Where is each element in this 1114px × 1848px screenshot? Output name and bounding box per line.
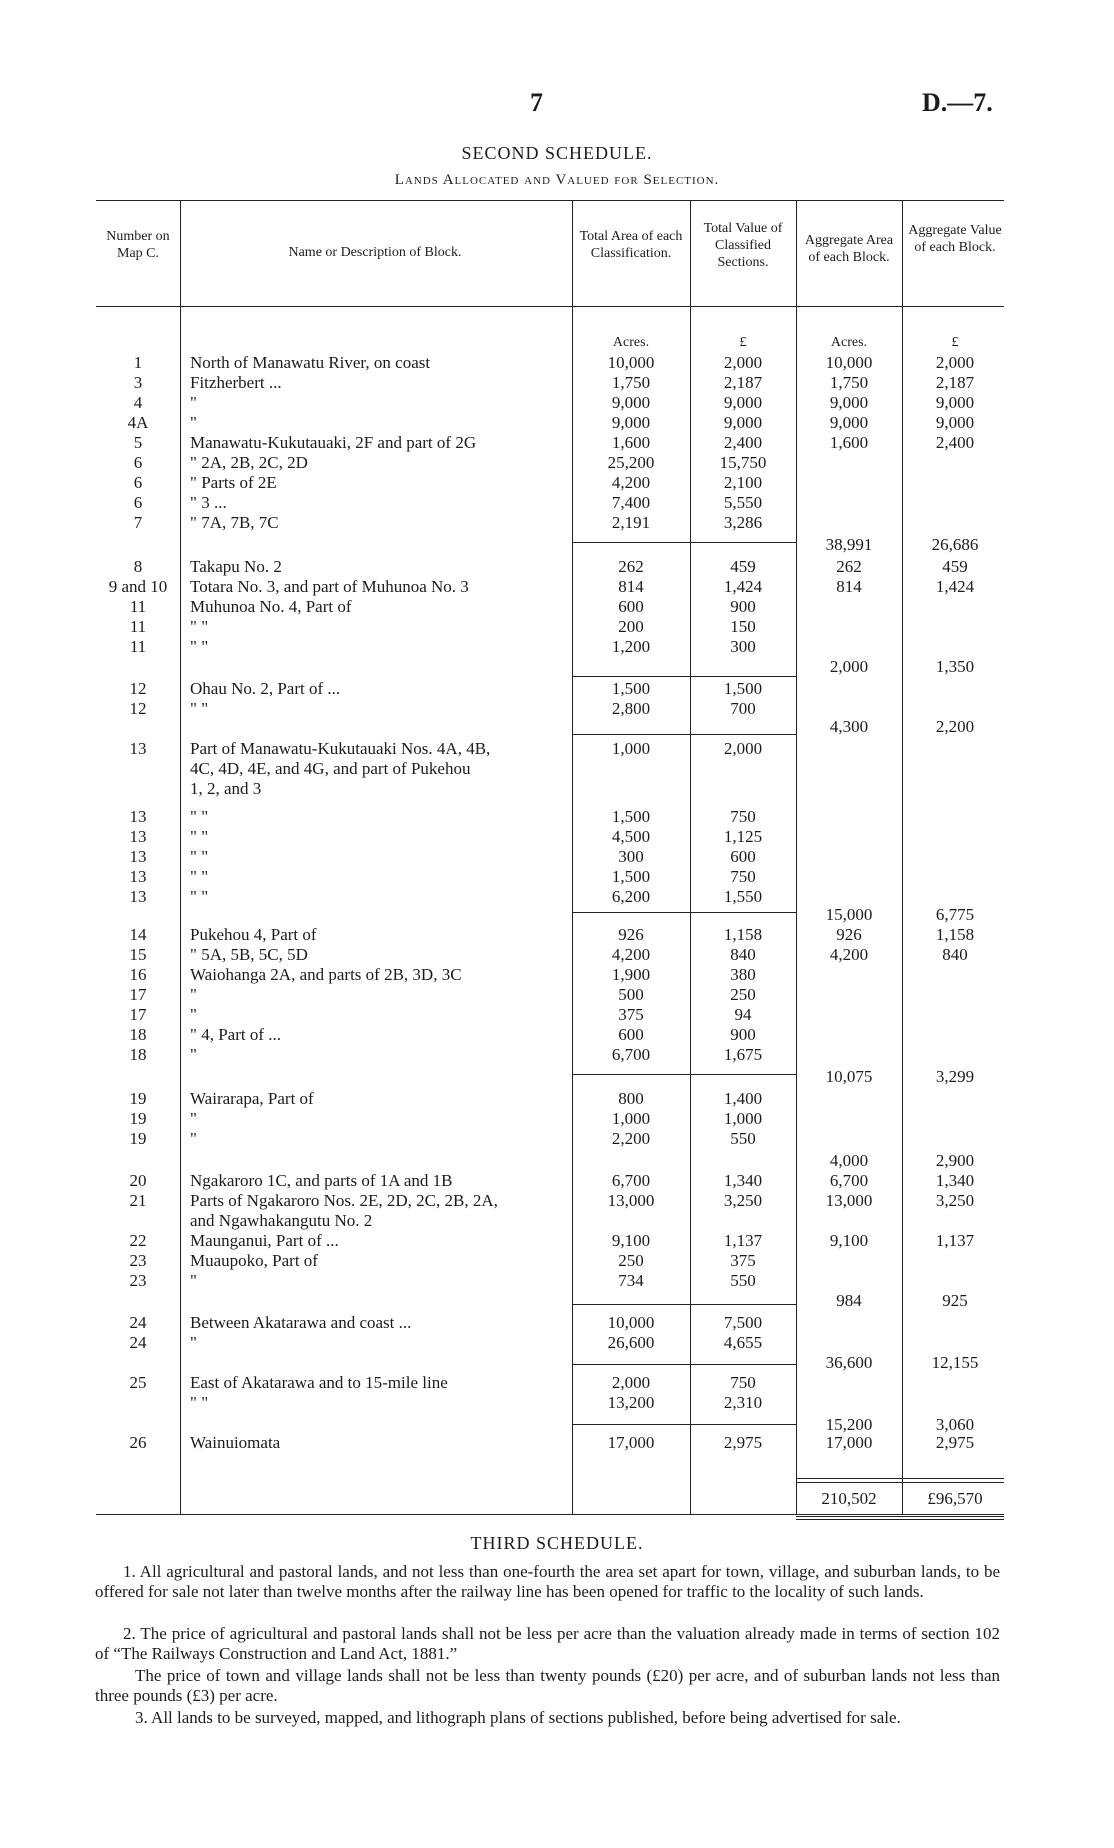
aggregate-area-cell: 17,000 — [825, 1433, 873, 1452]
subtotal-value: 6,775 — [935, 905, 975, 924]
row-number: 15 — [129, 945, 147, 964]
total-double-rule — [796, 1519, 1004, 1520]
total-value-cell: 1,500 — [723, 679, 763, 698]
header-aggregate-area: Aggregate Area of each Block. — [804, 233, 894, 265]
row-number: 16 — [129, 965, 147, 984]
total-value-cell: 3,286 — [723, 513, 763, 532]
total-value-cell: 15,750 — [719, 453, 767, 472]
total-value-cell: 2,000 — [723, 739, 763, 758]
block-description: " — [190, 393, 197, 412]
total-rule — [796, 1482, 1004, 1483]
table-row — [0, 778, 1114, 799]
total-area-cell: 7,400 — [611, 493, 651, 512]
total-value-cell: 150 — [730, 617, 756, 636]
unit-acres: Acres. — [830, 335, 868, 350]
block-description: " " — [190, 1393, 209, 1412]
total-value-cell: 380 — [730, 965, 756, 984]
unit-pounds: £ — [951, 335, 959, 350]
total-value-cell: 2,310 — [723, 1393, 763, 1412]
row-number: 8 — [133, 557, 143, 576]
table-row — [0, 1170, 1114, 1191]
table-row — [0, 826, 1114, 847]
subtotal-row — [0, 1414, 1114, 1435]
total-area-cell: 300 — [618, 847, 644, 866]
row-number: 19 — [129, 1089, 147, 1108]
subtotal-value: 2,900 — [935, 1151, 975, 1170]
block-description: Ohau No. 2, Part of ... — [190, 679, 341, 698]
subtotal-value: 2,200 — [935, 717, 975, 736]
aggregate-area-cell: 814 — [836, 577, 862, 596]
total-area-cell: 17,000 — [607, 1433, 655, 1452]
block-description: " " — [190, 827, 209, 846]
total-area-cell: 600 — [618, 597, 644, 616]
table-row — [0, 512, 1114, 533]
table-row — [0, 1108, 1114, 1129]
subtotal-row — [0, 534, 1114, 555]
subtotal-row — [0, 1066, 1114, 1087]
table-row — [0, 678, 1114, 699]
row-number: 22 — [129, 1231, 147, 1250]
aggregate-value-cell: 1,424 — [935, 577, 975, 596]
subtotal-area: 15,000 — [825, 905, 873, 924]
row-number: 19 — [129, 1109, 147, 1128]
subtotal-value: 925 — [942, 1291, 968, 1310]
total-value-cell: 4,655 — [723, 1333, 763, 1352]
aggregate-value-cell: 1,137 — [935, 1231, 975, 1250]
table-row — [0, 1230, 1114, 1251]
block-description: " — [190, 985, 197, 1004]
block-description: " — [190, 413, 197, 432]
total-value-cell: 375 — [730, 1251, 756, 1270]
table-row — [0, 1392, 1114, 1413]
row-number: 23 — [129, 1271, 147, 1290]
row-number: 11 — [129, 597, 147, 616]
table-row — [0, 1432, 1114, 1453]
row-number: 24 — [129, 1333, 147, 1352]
total-double-rule — [796, 1516, 1004, 1517]
total-area-cell: 13,200 — [607, 1393, 655, 1412]
table-row — [0, 1004, 1114, 1025]
table-row — [0, 738, 1114, 759]
total-area-cell: 2,000 — [611, 1373, 651, 1392]
block-description: Pukehou 4, Part of — [190, 925, 317, 944]
aggregate-area-cell: 10,000 — [825, 353, 873, 372]
total-area-cell: 1,900 — [611, 965, 651, 984]
table-row — [0, 372, 1114, 393]
grand-total-row — [0, 1488, 1114, 1509]
aggregate-area-cell: 1,750 — [829, 373, 869, 392]
aggregate-area-cell: 9,100 — [829, 1231, 869, 1250]
subtotal-row — [0, 1352, 1114, 1373]
row-number: 4 — [133, 393, 143, 412]
total-area-cell: 9,100 — [611, 1231, 651, 1250]
subtotal-area: 984 — [836, 1291, 862, 1310]
block-description: " " — [190, 637, 209, 656]
header-name: Name or Description of Block. — [288, 245, 462, 260]
table-row — [0, 1372, 1114, 1393]
table-top-rule — [96, 200, 1004, 201]
block-description: Part of Manawatu-Kukutauaki Nos. 4A, 4B, — [190, 739, 491, 758]
table-row — [0, 1270, 1114, 1291]
third-schedule-para-4: 3. All lands to be surveyed, mapped, and lithograph plans of sections published, before being advertised for sale. — [135, 1708, 901, 1727]
block-description: " — [190, 1333, 197, 1352]
subtotal-area: 36,600 — [825, 1353, 873, 1372]
subtotal-value: 12,155 — [931, 1353, 979, 1372]
table-row — [0, 924, 1114, 945]
total-area-cell: 375 — [618, 1005, 644, 1024]
table-row — [0, 1190, 1114, 1211]
row-number: 17 — [129, 1005, 147, 1024]
table-row — [0, 432, 1114, 453]
table-row — [0, 556, 1114, 577]
total-value-cell: 1,137 — [723, 1231, 763, 1250]
block-description: Wairarapa, Part of — [190, 1089, 314, 1108]
block-description: Waiohanga 2A, and parts of 2B, 3D, 3C — [190, 965, 462, 984]
row-number: 23 — [129, 1251, 147, 1270]
grand-total-value: £96,570 — [927, 1489, 983, 1508]
total-area-cell: 600 — [618, 1025, 644, 1044]
row-number: 13 — [129, 807, 147, 826]
aggregate-value-cell: 2,187 — [935, 373, 975, 392]
total-value-cell: 750 — [730, 807, 756, 826]
aggregate-value-cell: 2,400 — [935, 433, 975, 452]
total-value-cell: 7,500 — [723, 1313, 763, 1332]
total-value-cell: 600 — [730, 847, 756, 866]
total-value-cell: 2,400 — [723, 433, 763, 452]
aggregate-value-cell: 3,250 — [935, 1191, 975, 1210]
block-description: Wainuiomata — [190, 1433, 281, 1452]
total-value-cell: 2,100 — [723, 473, 763, 492]
total-area-cell: 1,000 — [611, 739, 651, 758]
table-row — [0, 1044, 1114, 1065]
row-number: 5 — [133, 433, 143, 452]
total-area-cell: 9,000 — [611, 413, 651, 432]
page-number: 7 — [530, 88, 543, 117]
aggregate-value-cell: 2,000 — [935, 353, 975, 372]
total-area-cell: 1,600 — [611, 433, 651, 452]
table-row — [0, 472, 1114, 493]
third-schedule-para-2: 2. The price of agricultural and pastoral lands shall not be less per acre than the valuation already made in terms of section 102 of “The Railways Construction and Land Act, 1881.” — [95, 1624, 1000, 1663]
block-description: Parts of Ngakaroro Nos. 2E, 2D, 2C, 2B, 2A, — [190, 1191, 498, 1210]
table-row — [0, 596, 1114, 617]
subtotal-area: 15,200 — [825, 1415, 873, 1434]
row-number: 17 — [129, 985, 147, 1004]
aggregate-value-cell: 1,158 — [935, 925, 975, 944]
aggregate-value-cell: 2,975 — [935, 1433, 975, 1452]
total-value-cell: 900 — [730, 597, 756, 616]
row-number: 25 — [129, 1373, 147, 1392]
block-description: " " — [190, 807, 209, 826]
row-number: 6 — [133, 473, 143, 492]
subtotal-value: 26,686 — [931, 535, 979, 554]
subtotal-row — [0, 1290, 1114, 1311]
block-description: " " — [190, 867, 209, 886]
row-number: 21 — [129, 1191, 147, 1210]
aggregate-area-cell: 926 — [836, 925, 862, 944]
table-row — [0, 636, 1114, 657]
table-row — [0, 576, 1114, 597]
total-value-cell: 2,187 — [723, 373, 763, 392]
table-row — [0, 984, 1114, 1005]
total-value-cell: 5,550 — [723, 493, 763, 512]
schedule-title: SECOND SCHEDULE. — [461, 143, 653, 163]
block-description: and Ngawhakangutu No. 2 — [190, 1211, 373, 1230]
total-value-cell: 840 — [730, 945, 756, 964]
total-value-cell: 1,000 — [723, 1109, 763, 1128]
table-row — [0, 1312, 1114, 1333]
total-value-cell: 700 — [730, 699, 756, 718]
third-schedule-para-1: 1. All agricultural and pastoral lands, and not less than one-fourth the area set apart for town, village, and suburban lands, to be offered for sale not later than twelve months after the railway line has been opened for traffic to the locality of such lands. — [95, 1562, 1000, 1601]
total-value-cell: 2,000 — [723, 353, 763, 372]
subtotal-area: 2,000 — [829, 657, 869, 676]
table-row — [0, 1128, 1114, 1149]
total-value-cell: 1,400 — [723, 1089, 763, 1108]
aggregate-value-cell: 840 — [942, 945, 968, 964]
total-area-cell: 13,000 — [607, 1191, 655, 1210]
block-description: " 5A, 5B, 5C, 5D — [190, 945, 308, 964]
grand-total-area: 210,502 — [821, 1489, 877, 1508]
row-number: 13 — [129, 739, 147, 758]
row-number: 11 — [129, 637, 147, 656]
table-bottom-rule — [96, 1514, 1004, 1515]
row-number: 4A — [127, 413, 149, 432]
total-area-cell: 814 — [618, 577, 644, 596]
row-number: 24 — [129, 1313, 147, 1332]
total-value-cell: 900 — [730, 1025, 756, 1044]
block-description: 4C, 4D, 4E, and 4G, and part of Pukehou — [190, 759, 471, 778]
block-description: " " — [190, 699, 209, 718]
block-description: Fitzherbert ... — [190, 373, 282, 392]
total-area-cell: 9,000 — [611, 393, 651, 412]
total-value-cell: 750 — [730, 1373, 756, 1392]
header-number: Number on Map C. — [106, 229, 170, 261]
row-number: 19 — [129, 1129, 147, 1148]
total-value-cell: 2,975 — [723, 1433, 763, 1452]
block-description: Ngakaroro 1C, and parts of 1A and 1B — [190, 1171, 453, 1190]
block-description: " — [190, 1045, 197, 1064]
row-number: 13 — [129, 887, 147, 906]
total-area-cell: 4,500 — [611, 827, 651, 846]
document-reference: D.—7. — [922, 88, 993, 117]
table-row — [0, 492, 1114, 513]
table-row — [0, 758, 1114, 779]
total-area-cell: 2,200 — [611, 1129, 651, 1148]
total-area-cell: 25,200 — [607, 453, 655, 472]
table-row — [0, 452, 1114, 473]
unit-acres: Acres. — [612, 335, 650, 350]
aggregate-value-cell: 9,000 — [935, 413, 975, 432]
aggregate-area-cell: 262 — [836, 557, 862, 576]
table-row — [0, 846, 1114, 867]
total-area-cell: 800 — [618, 1089, 644, 1108]
header-aggregate-value: Aggregate Value of each Block. — [908, 223, 1002, 255]
table-row — [0, 964, 1114, 985]
total-area-cell: 6,700 — [611, 1171, 651, 1190]
row-number: 12 — [129, 679, 147, 698]
block-description: Between Akatarawa and coast ... — [190, 1313, 412, 1332]
total-area-cell: 10,000 — [607, 353, 655, 372]
aggregate-area-cell: 13,000 — [825, 1191, 873, 1210]
row-number: 11 — [129, 617, 147, 636]
subtotal-row — [0, 656, 1114, 677]
total-area-cell: 1,500 — [611, 807, 651, 826]
aggregate-area-cell: 9,000 — [829, 393, 869, 412]
total-value-cell: 1,125 — [723, 827, 763, 846]
block-description: Takapu No. 2 — [190, 557, 282, 576]
table-row — [0, 1250, 1114, 1271]
subtotal-rule — [796, 1478, 1004, 1479]
aggregate-area-cell: 6,700 — [829, 1171, 869, 1190]
row-number: 12 — [129, 699, 147, 718]
total-value-cell: 550 — [730, 1129, 756, 1148]
schedule-subtitle: Lands Allocated and Valued for Selection. — [394, 172, 720, 188]
total-area-cell: 734 — [618, 1271, 644, 1290]
aggregate-area-cell: 9,000 — [829, 413, 869, 432]
subtotal-row — [0, 1150, 1114, 1171]
total-area-cell: 1,000 — [611, 1109, 651, 1128]
total-area-cell: 4,200 — [611, 473, 651, 492]
subtotal-area: 4,300 — [829, 717, 869, 736]
block-description: " — [190, 1271, 197, 1290]
total-value-cell: 9,000 — [723, 393, 763, 412]
block-description: " — [190, 1109, 197, 1128]
block-description: Totara No. 3, and part of Muhunoa No. 3 — [190, 577, 469, 596]
block-description: " " — [190, 847, 209, 866]
total-area-cell: 2,191 — [611, 513, 651, 532]
block-description: Muhunoa No. 4, Part of — [190, 597, 352, 616]
table-row — [0, 352, 1114, 373]
aggregate-value-cell: 1,340 — [935, 1171, 975, 1190]
block-description: " 2A, 2B, 2C, 2D — [190, 453, 308, 472]
row-number: 26 — [129, 1433, 147, 1452]
total-area-cell: 926 — [618, 925, 644, 944]
block-description: East of Akatarawa and to 15-mile line — [190, 1373, 448, 1392]
total-area-cell: 200 — [618, 617, 644, 636]
total-value-cell: 94 — [734, 1005, 752, 1024]
block-description: Maunganui, Part of ... — [190, 1231, 339, 1250]
block-description: " 3 ... — [190, 493, 227, 512]
block-description: " — [190, 1005, 197, 1024]
aggregate-value-cell: 459 — [942, 557, 968, 576]
subtotal-value: 3,299 — [935, 1067, 975, 1086]
aggregate-value-cell: 9,000 — [935, 393, 975, 412]
table-row — [0, 1088, 1114, 1109]
block-description: Manawatu-Kukutauaki, 2F and part of 2G — [190, 433, 477, 452]
total-value-cell: 300 — [730, 637, 756, 656]
block-description: North of Manawatu River, on coast — [190, 353, 431, 372]
total-value-cell: 250 — [730, 985, 756, 1004]
total-area-cell: 250 — [618, 1251, 644, 1270]
header-total-area: Total Area of each Classification. — [579, 229, 683, 261]
row-number: 3 — [133, 373, 143, 392]
row-number: 14 — [129, 925, 147, 944]
table-row — [0, 1332, 1114, 1353]
row-number: 20 — [129, 1171, 147, 1190]
block-description: " 7A, 7B, 7C — [190, 513, 279, 532]
total-area-cell: 6,700 — [611, 1045, 651, 1064]
total-value-cell: 1,158 — [723, 925, 763, 944]
total-value-cell: 750 — [730, 867, 756, 886]
third-schedule-para-3: The price of town and village lands shall not be less than twenty pounds (£20) per acre, and of suburban lands not less than three pounds (£3) per acre. — [95, 1666, 1000, 1705]
total-value-cell: 550 — [730, 1271, 756, 1290]
row-number: 6 — [133, 453, 143, 472]
block-description: " 4, Part of ... — [190, 1025, 281, 1044]
row-number: 13 — [129, 847, 147, 866]
subtotal-value: 3,060 — [935, 1415, 975, 1434]
table-header-rule — [96, 306, 1004, 307]
total-area-cell: 1,500 — [611, 867, 651, 886]
total-area-cell: 2,800 — [611, 699, 651, 718]
total-area-cell: 1,500 — [611, 679, 651, 698]
block-description: Muaupoko, Part of — [190, 1251, 318, 1270]
table-row — [0, 866, 1114, 887]
unit-pounds: £ — [739, 335, 747, 350]
block-description: " " — [190, 887, 209, 906]
total-value-cell: 459 — [730, 557, 756, 576]
table-row — [0, 944, 1114, 965]
row-number: 18 — [129, 1045, 147, 1064]
aggregate-area-cell: 4,200 — [829, 945, 869, 964]
total-area-cell: 262 — [618, 557, 644, 576]
header-total-value: Total Value of Classified Sections. — [703, 221, 783, 270]
total-area-cell: 10,000 — [607, 1313, 655, 1332]
subtotal-area: 4,000 — [829, 1151, 869, 1170]
block-description: " Parts of 2E — [190, 473, 277, 492]
table-row — [0, 616, 1114, 637]
total-area-cell: 4,200 — [611, 945, 651, 964]
block-description: 1, 2, and 3 — [190, 779, 262, 798]
row-number: 7 — [133, 513, 143, 532]
block-description: " — [190, 1129, 197, 1148]
third-schedule-title: THIRD SCHEDULE. — [470, 1533, 644, 1553]
total-value-cell: 1,550 — [723, 887, 763, 906]
total-area-cell: 1,750 — [611, 373, 651, 392]
row-number: 13 — [129, 867, 147, 886]
subtotal-row — [0, 716, 1114, 737]
total-area-cell: 1,200 — [611, 637, 651, 656]
subtotal-value: 1,350 — [935, 657, 975, 676]
table-row — [0, 1024, 1114, 1045]
total-value-cell: 3,250 — [723, 1191, 763, 1210]
aggregate-area-cell: 1,600 — [829, 433, 869, 452]
row-number: 18 — [129, 1025, 147, 1044]
total-area-cell: 6,200 — [611, 887, 651, 906]
total-area-cell: 26,600 — [607, 1333, 655, 1352]
table-row — [0, 412, 1114, 433]
row-number: 6 — [133, 493, 143, 512]
row-number: 13 — [129, 827, 147, 846]
units-row — [0, 332, 1114, 353]
total-value-cell: 1,424 — [723, 577, 763, 596]
subtotal-area: 10,075 — [825, 1067, 873, 1086]
total-value-cell: 1,340 — [723, 1171, 763, 1190]
table-row — [0, 1210, 1114, 1231]
row-number: 1 — [133, 353, 143, 372]
total-area-cell: 500 — [618, 985, 644, 1004]
table-row — [0, 806, 1114, 827]
block-description: " " — [190, 617, 209, 636]
total-value-cell: 9,000 — [723, 413, 763, 432]
subtotal-row — [0, 904, 1114, 925]
total-value-cell: 1,675 — [723, 1045, 763, 1064]
table-row — [0, 392, 1114, 413]
subtotal-area: 38,991 — [825, 535, 873, 554]
row-number: 9 and 10 — [108, 577, 168, 596]
